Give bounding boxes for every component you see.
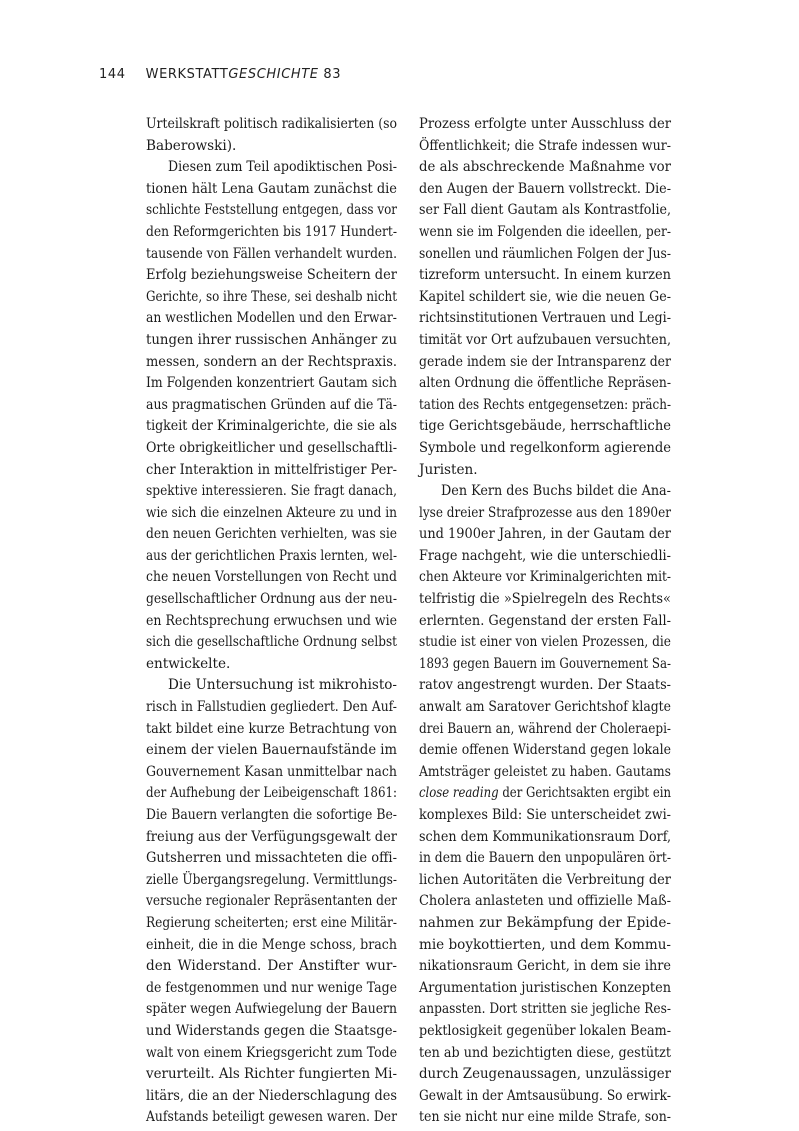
text-line: Gerichte, so ihre These, sei deshalb nicht xyxy=(146,288,397,305)
text-line: aus pragmatischen Gründen auf die Tä- xyxy=(146,396,397,413)
text-line: tionen hält Lena Gautam zunächst die xyxy=(146,180,397,197)
text-line: komplexes Bild: Sie unterscheidet zwi- xyxy=(419,807,671,823)
text-line: pektlosigkeit gegenüber lokalen Beam- xyxy=(419,1022,671,1039)
text-line: einheit, die in die Menge schoss, brach xyxy=(146,936,397,953)
text-line: Orte obrigkeitlicher und gesellschaftli- xyxy=(146,439,397,456)
text-line: tizreform untersucht. In einem kurzen xyxy=(419,267,671,284)
text-line: lichen Autoritäten die Verbreitung der xyxy=(419,871,671,888)
text-line: tige Gerichtsgebäude, herrschaftliche xyxy=(419,418,671,435)
text-line: Den Kern des Buchs bildet die Ana- xyxy=(441,483,671,500)
text-line: den Reformgerichten bis 1917 Hundert- xyxy=(146,223,397,240)
text-line: Argumentation juristischen Konzepten xyxy=(419,979,671,996)
text-line: Die Untersuchung ist mikrohisto- xyxy=(168,677,397,694)
text-line: chen Akteure vor Kriminalgerichten mit- xyxy=(419,569,671,586)
text-line: spektive interessieren. Sie fragt danach, xyxy=(146,483,397,500)
text-line: Diesen zum Teil apodiktischen Posi- xyxy=(168,159,397,176)
text-line: richtsinstitutionen Vertrauen und Legi- xyxy=(419,310,671,327)
text-line: freiung aus der Verfügungsgewalt der xyxy=(146,828,397,845)
text-line: tungen ihrer russischen Anhänger zu xyxy=(146,331,397,348)
text-line: zielle Übergangsregelung. Vermittlungs- xyxy=(146,871,397,888)
text-line: Baberowski). xyxy=(146,137,237,154)
text-line: de als abschreckende Maßnahme vor xyxy=(419,159,671,176)
text-line: mie boykottierten, und dem Kommu- xyxy=(419,936,671,953)
text-line: Cholera anlasteten und offizielle Maß- xyxy=(419,893,671,910)
text-line: anpassten. Dort stritten sie jegliche Res- xyxy=(419,1001,671,1018)
text-line: nikationsraum Gericht, in dem sie ihre xyxy=(419,958,671,975)
text-line: schlichte Feststellung entgegen, dass vor xyxy=(146,202,397,219)
text-line: che neuen Vorstellungen von Recht und xyxy=(146,569,397,586)
text-line: der Aufhebung der Leibeigenschaft 1861: xyxy=(146,785,397,802)
text-line: ser Fall dient Gautam als Kontrastfolie, xyxy=(419,202,671,219)
series-italic: GESCHICHTE xyxy=(228,67,319,82)
text-line: sonellen und räumlichen Folgen der Jus- xyxy=(419,245,671,262)
series-prefix: WERKSTATT xyxy=(145,67,229,82)
text-line: Öffentlichkeit; die Strafe indessen wur- xyxy=(419,137,671,154)
text-line: und Widerstands gegen die Staatsge- xyxy=(146,1022,397,1039)
text-line: Kapitel schildert sie, wie die neuen Ge- xyxy=(419,288,671,305)
text-line: später wegen Aufwiegelung der Bauern xyxy=(146,1001,397,1018)
text-line: takt bildet eine kurze Betrachtung von xyxy=(146,720,397,737)
text-line: anwalt am Saratover Gerichtshof klagte xyxy=(419,699,671,716)
text-line xyxy=(419,783,671,805)
text-line: tation des Rechts entgegensetzen: präch- xyxy=(419,396,671,413)
text-line: de festgenommen und nur wenige Tage xyxy=(146,979,397,996)
text-line: Gouvernement Kasan unmittelbar nach xyxy=(146,763,397,780)
text-line: Frage nachgeht, wie die unterschiedli- xyxy=(419,547,671,564)
text-line: ten ab und bezichtigten diese, gestützt xyxy=(419,1044,671,1061)
text-line: Urteilskraft politisch radikalisierten (so xyxy=(146,116,397,132)
text-line: entwickelte. xyxy=(146,655,231,672)
page-number: 144 xyxy=(99,67,126,82)
text-line: studie ist einer von vielen Prozessen, die xyxy=(419,634,671,651)
text-line: den Widerstand. Der Anstifter wur- xyxy=(146,958,397,975)
text-line: en Rechtsprechung erwuchsen und wie xyxy=(146,612,397,629)
text-line: risch in Fallstudien gegliedert. Den Auf- xyxy=(146,699,397,716)
text-line: gesellschaftlicher Ordnung aus der neu- xyxy=(146,591,397,608)
text-line: ten sie nicht nur eine milde Strafe, son- xyxy=(419,1109,671,1126)
text-line: Erfolg beziehungsweise Scheitern der xyxy=(146,267,397,284)
text-line: schen dem Kommunikationsraum Dorf, xyxy=(419,828,671,845)
text-line: alten Ordnung die öffentliche Repräsen- xyxy=(419,375,671,392)
text-line: in dem die Bauern den unpopulären ört- xyxy=(419,850,671,867)
text-line: cher Interaktion in mittelfristiger Per- xyxy=(146,461,397,478)
text-line: gerade indem sie der Intransparenz der xyxy=(419,353,671,370)
text-line: timität vor Ort aufzubauen versuchten, xyxy=(419,331,671,348)
text-line: Amtsträger geleistet zu haben. Gautams xyxy=(419,763,671,780)
left-column xyxy=(146,114,397,1129)
text-line: Die Bauern verlangten die sofortige Be- xyxy=(146,807,397,823)
text-line: tausende von Fällen verhandelt wurden. xyxy=(146,245,397,262)
text-line: an westlichen Modellen und den Erwar- xyxy=(146,310,397,327)
text-line: Regierung scheiterten; erst eine Militär- xyxy=(146,914,397,931)
text-line: Im Folgenden konzentriert Gautam sich xyxy=(146,375,397,392)
text-line: durch Zeugenaussagen, unzulässiger xyxy=(419,1066,671,1083)
text-line: Prozess erfolgte unter Ausschluss der xyxy=(419,116,671,132)
text-line: lyse dreier Strafprozesse aus den 1890er xyxy=(419,504,671,521)
text-line: Symbole und regelkonform agierende xyxy=(419,439,671,456)
text-line: einem der vielen Bauernaufstände im xyxy=(146,742,397,759)
text-line: telfristig die »Spielregeln des Rechts« xyxy=(419,591,671,608)
text-line: den neuen Gerichten verhielten, was sie xyxy=(146,526,397,543)
text-line: aus der gerichtlichen Praxis lernten, wel- xyxy=(146,547,397,564)
text-line: sich die gesellschaftliche Ordnung selbst xyxy=(146,634,397,651)
text-line: und 1900er Jahren, in der Gautam der xyxy=(419,526,671,543)
emphasis: close reading xyxy=(419,785,499,802)
text-line: wie sich die einzelnen Akteure zu und in xyxy=(146,504,397,521)
text-line: Juristen. xyxy=(419,461,478,478)
text-line: messen, sondern an der Rechtspraxis. xyxy=(146,353,397,370)
text-line: drei Bauern an, während der Choleraepi- xyxy=(419,720,671,737)
text-line: litärs, die an der Niederschlagung des xyxy=(146,1087,397,1104)
text-line: ratov angestrengt wurden. Der Staats- xyxy=(419,677,671,694)
text-line: verurteilt. Als Richter fungierten Mi- xyxy=(146,1066,397,1083)
right-column xyxy=(419,114,671,1129)
issue-number: 83 xyxy=(323,67,342,82)
text-line: Gewalt in der Amtsausübung. So erwirk- xyxy=(419,1087,671,1104)
text-line: demie offenen Widerstand gegen lokale xyxy=(419,742,671,759)
text-run: der Gerichtsakten ergibt ein xyxy=(498,785,671,802)
running-head xyxy=(99,67,341,82)
text-line: 1893 gegen Bauern im Gouvernement Sa- xyxy=(419,655,671,672)
text-line: nahmen zur Bekämpfung der Epide- xyxy=(419,914,671,931)
text-line: versuche regionaler Repräsentanten der xyxy=(146,893,397,910)
text-line: erlernten. Gegenstand der ersten Fall- xyxy=(419,612,671,629)
text-line: Gutsherren und missachteten die offi- xyxy=(146,850,397,867)
text-line: tigkeit der Kriminalgerichte, die sie als xyxy=(146,418,397,435)
text-line: walt von einem Kriegsgericht zum Tode xyxy=(146,1044,397,1061)
text-line: Aufstands beteiligt gewesen waren. Der xyxy=(146,1109,397,1126)
text-line: den Augen der Bauern vollstreckt. Die- xyxy=(419,180,671,197)
text-line: wenn sie im Folgenden die ideellen, per- xyxy=(419,223,671,240)
